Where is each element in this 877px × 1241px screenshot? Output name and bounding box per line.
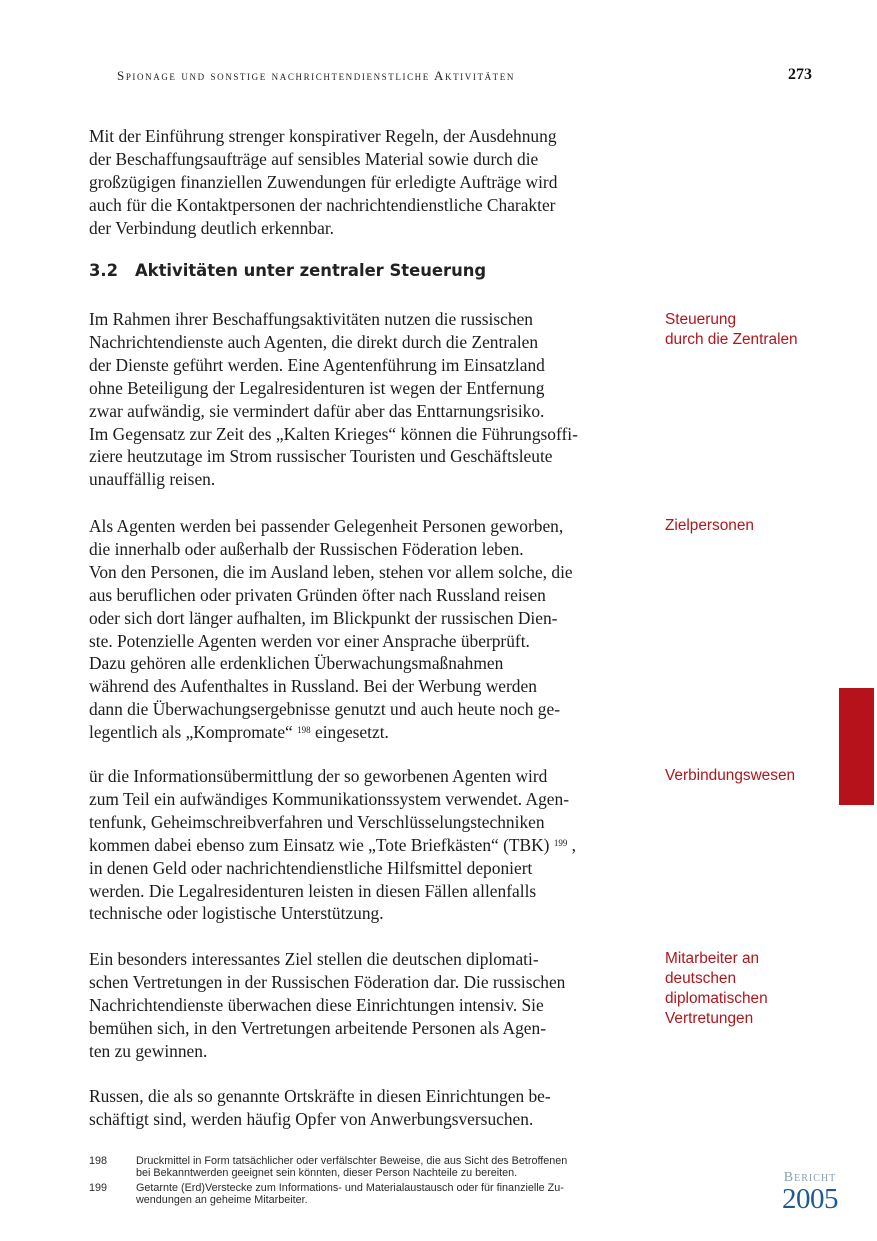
footnote-number: 199 (89, 1181, 108, 1194)
text-line: unauffällig reisen. (89, 469, 216, 490)
section-heading (89, 261, 641, 280)
text-line: der Beschaffungsaufträge auf sensibles Material sowie durch die (89, 148, 539, 169)
intro-paragraph (89, 125, 641, 240)
text-line: während des Aufenthaltes in Russland. Bei der Werbung werden (89, 676, 537, 697)
text-line: aus beruflichen oder privaten Gründen öfter nach Russland reisen (89, 584, 546, 605)
text-line: Nachrichtendienste auch Agenten, die direkt durch die Zentralen (89, 331, 539, 352)
text-line: dann die Überwachungsergebnisse genutzt und auch heute noch ge- (89, 699, 560, 720)
brand-year: 2005 (782, 1183, 838, 1215)
section-title: Aktivitäten unter zentraler Steuerung (135, 261, 487, 280)
text-line (89, 721, 641, 744)
text-line: die innerhalb oder außerhalb der Russischen Föderation leben. (89, 538, 524, 559)
text-line: großzügigen finanziellen Zuwendungen für erledigte Aufträge wird (89, 171, 558, 192)
text-line: Als Agenten werden bei passender Gelegenheit Personen geworben, (89, 516, 564, 536)
page-number: 273 (788, 66, 812, 83)
margin-note-zielpersonen (665, 516, 840, 536)
text-line: Dazu gehören alle erdenklichen Überwachungsmaßnahmen (89, 653, 504, 674)
footnote-line: Getarnte (Erd)Verstecke zum Informations- und Materialaustausch oder für finanzielle Zu- (136, 1181, 564, 1194)
text-line: der Verbindung deutlich erkennbar. (89, 217, 335, 238)
text-line: tenfunk, Geheimschreibverfahren und Verschlüsselungstechniken (89, 811, 545, 832)
margin-note-line: deutschen (665, 970, 737, 987)
text-fragment: legentlich als „Kompromate“ (89, 722, 293, 743)
margin-note-line: Verbindungswesen (665, 767, 796, 784)
text-line: oder sich dort länger aufhalten, im Blickpunkt der russischen Dien- (89, 607, 558, 628)
text-line: werden. Die Legalresidenturen leisten in diesen Fällen allenfalls (89, 880, 537, 901)
text-line: ür die Informationsübermittlung der so geworbenen Agenten wird (89, 766, 548, 786)
text-fragment: eingesetzt. (315, 722, 389, 743)
text-line: zum Teil ein aufwändiges Kommunikationssystem verwendet. Agen- (89, 788, 569, 809)
text-line: der Dienste geführt werden. Eine Agentenführung im Einsatzland (89, 354, 545, 375)
footnote-198 (89, 1155, 649, 1180)
text-line: Nachrichtendienste überwachen diese Einrichtungen intensiv. Sie (89, 994, 544, 1015)
text-line: auch für die Kontaktpersonen der nachrichtendienstliche Charakter (89, 194, 556, 215)
paragraph-zielpersonen (89, 515, 641, 744)
brand-word: Bericht (783, 1170, 837, 1185)
text-line: Im Gegensatz zur Zeit des „Kalten Krieges“ können die Führungsoffi- (89, 423, 578, 444)
text-line (89, 834, 641, 857)
text-line: Im Rahmen ihrer Beschaffungsaktivitäten nutzen die russischen (89, 309, 533, 329)
footnote-ref-198[interactable]: 198 (297, 725, 311, 736)
margin-note-line: Vertretungen (665, 1010, 754, 1027)
margin-note-line: diplomatischen (665, 990, 768, 1007)
text-line: Russen, die als so genannte Ortskräfte in diesen Einrichtungen be- (89, 1086, 551, 1106)
footnotes (89, 1155, 649, 1209)
margin-note-line: Steuerung (665, 311, 737, 328)
text-fragment: kommen dabei ebenso zum Einsatz wie „Tote Briefkästen“ (TBK) (89, 834, 550, 855)
running-header: Spionage und sonstige nachrichtendienstliche Aktivitäten (117, 68, 515, 83)
text-line: in denen Geld oder nachrichtendienstliche Hilfsmittel deponiert (89, 857, 533, 878)
footnote-line: bei Bekanntwerden geeignet sein könnten, dieser Person Nachteile zu bereiten. (136, 1167, 518, 1180)
text-line: ste. Potenzielle Agenten werden vor einer Ansprache überprüft. (89, 630, 530, 651)
paragraph-verbindungswesen (89, 765, 641, 925)
text-line: ziere heutzutage im Strom russischer Touristen und Geschäftsleute (89, 446, 553, 467)
margin-note-line: Mitarbeiter an (665, 950, 760, 967)
text-line: Ein besonders interessantes Ziel stellen die deutschen diplomati- (89, 949, 539, 969)
text-line: Mit der Einführung strenger konspirativer Regeln, der Ausdehnung (89, 126, 557, 146)
footnote-199 (89, 1182, 649, 1207)
margin-note-steuerung (665, 310, 840, 350)
paragraph-steuerung (89, 308, 641, 491)
paragraph-ortskraefte (89, 1085, 641, 1131)
text-line: ohne Beteiligung der Legalresidenturen ist wegen der Entfernung (89, 377, 545, 398)
section-number: 3.2 (89, 261, 119, 280)
margin-note-mitarbeiter (665, 949, 840, 1029)
footnote-ref-199[interactable]: 199 (553, 837, 568, 848)
text-line: schen Vertretungen in der Russischen Föderation dar. Die russischen (89, 971, 566, 992)
text-line: Von den Personen, die im Ausland leben, stehen vor allem solche, die (89, 561, 573, 582)
text-line: schäftigt sind, werden häufig Opfer von Anwerbungsversuchen. (89, 1108, 534, 1129)
report-branding (770, 1170, 850, 1215)
text-line: zwar aufwändig, sie vermindert dafür aber das Enttarnungsrisiko. (89, 400, 545, 421)
margin-note-line: Zielpersonen (665, 517, 754, 534)
footnote-line: wendungen an geheime Mitarbeiter. (136, 1194, 308, 1207)
text-line: technische oder logistische Unterstützung. (89, 903, 384, 924)
footnote-number: 198 (89, 1155, 108, 1167)
text-line: ten zu gewinnen. (89, 1040, 208, 1061)
paragraph-mitarbeiter (89, 948, 641, 1063)
footnote-line: Druckmittel in Form tatsächlicher oder verfälschter Beweise, die aus Sicht des Betroffenen (136, 1155, 568, 1167)
chapter-tab-marker (839, 688, 874, 805)
margin-note-verbindungswesen (665, 766, 840, 786)
text-fragment: , (571, 834, 577, 855)
margin-note-line: durch die Zentralen (665, 331, 798, 348)
text-line: bemühen sich, in den Vertretungen arbeitende Personen als Agen- (89, 1017, 547, 1038)
